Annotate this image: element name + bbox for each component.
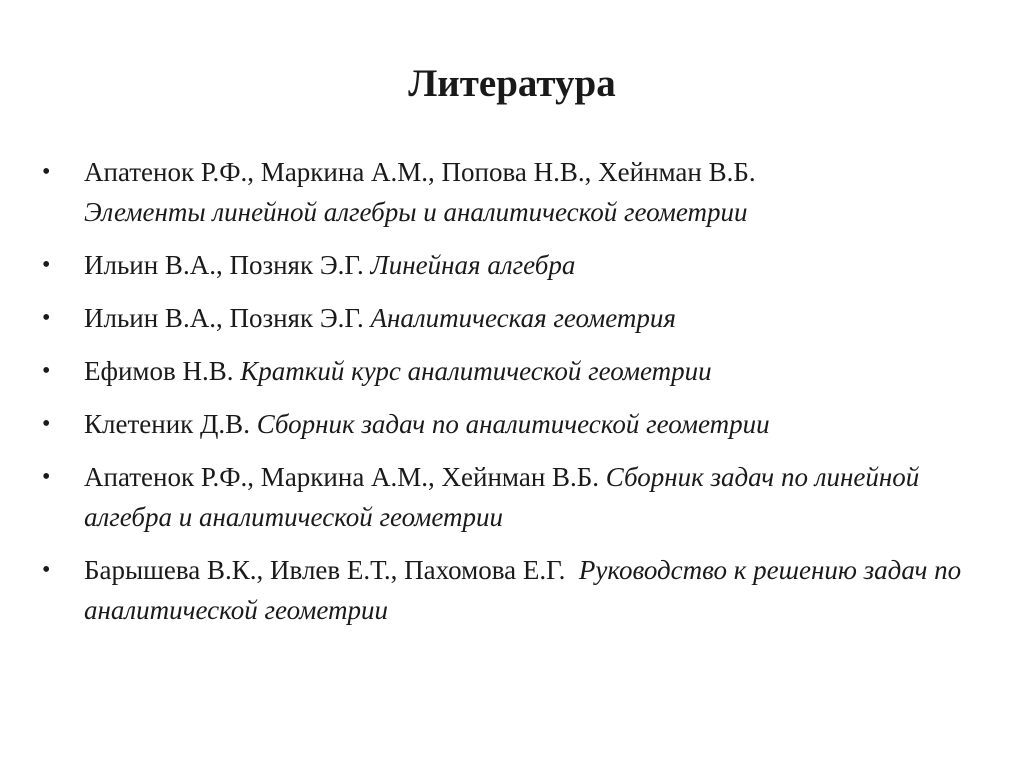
reference-work: Сборник задач по линейной алгебра и аналитической геометрии: [84, 462, 920, 532]
reference-item: [36, 152, 996, 232]
reference-item: [36, 298, 996, 338]
slide-title: Литература: [408, 62, 616, 105]
bullet-icon: •: [42, 159, 51, 185]
reference-work: Линейная алгебра: [370, 250, 576, 280]
reference-work: Руководство к решению задач по аналитической геометрии: [84, 555, 962, 625]
reference-work: Элементы линейной алгебры и аналитической геометрии: [84, 197, 748, 227]
reference-work: Сборник задач по аналитической геометрии: [256, 409, 770, 439]
reference-authors: Апатенок Р.Ф., Маркина А.М., Попова Н.В., Хейнман В.Б.: [84, 157, 756, 187]
reference-work: Аналитическая геометрия: [370, 303, 676, 333]
reference-item: [36, 457, 996, 537]
reference-list: [36, 152, 996, 643]
bullet-icon: •: [42, 305, 51, 331]
reference-authors: Ильин В.А., Позняк Э.Г.: [84, 250, 364, 280]
reference-item: [36, 351, 996, 391]
reference-authors: Ефимов Н.В.: [84, 356, 234, 386]
reference-item: [36, 404, 996, 444]
bullet-icon: •: [42, 411, 51, 437]
bullet-icon: •: [42, 464, 51, 490]
bullet-icon: •: [42, 252, 51, 278]
reference-authors: Ильин В.А., Позняк Э.Г.: [84, 303, 364, 333]
reference-item: [36, 245, 996, 285]
reference-authors: Клетеник Д.В.: [84, 409, 250, 439]
reference-item: [36, 550, 996, 630]
reference-authors: Апатенок Р.Ф., Маркина А.М., Хейнман В.Б.: [84, 462, 600, 492]
reference-authors: Барышева В.К., Ивлев Е.Т., Пахомова Е.Г.: [84, 555, 566, 585]
bullet-icon: •: [42, 358, 51, 384]
bullet-icon: •: [42, 557, 51, 583]
reference-work: Краткий курс аналитической геометрии: [240, 356, 712, 386]
